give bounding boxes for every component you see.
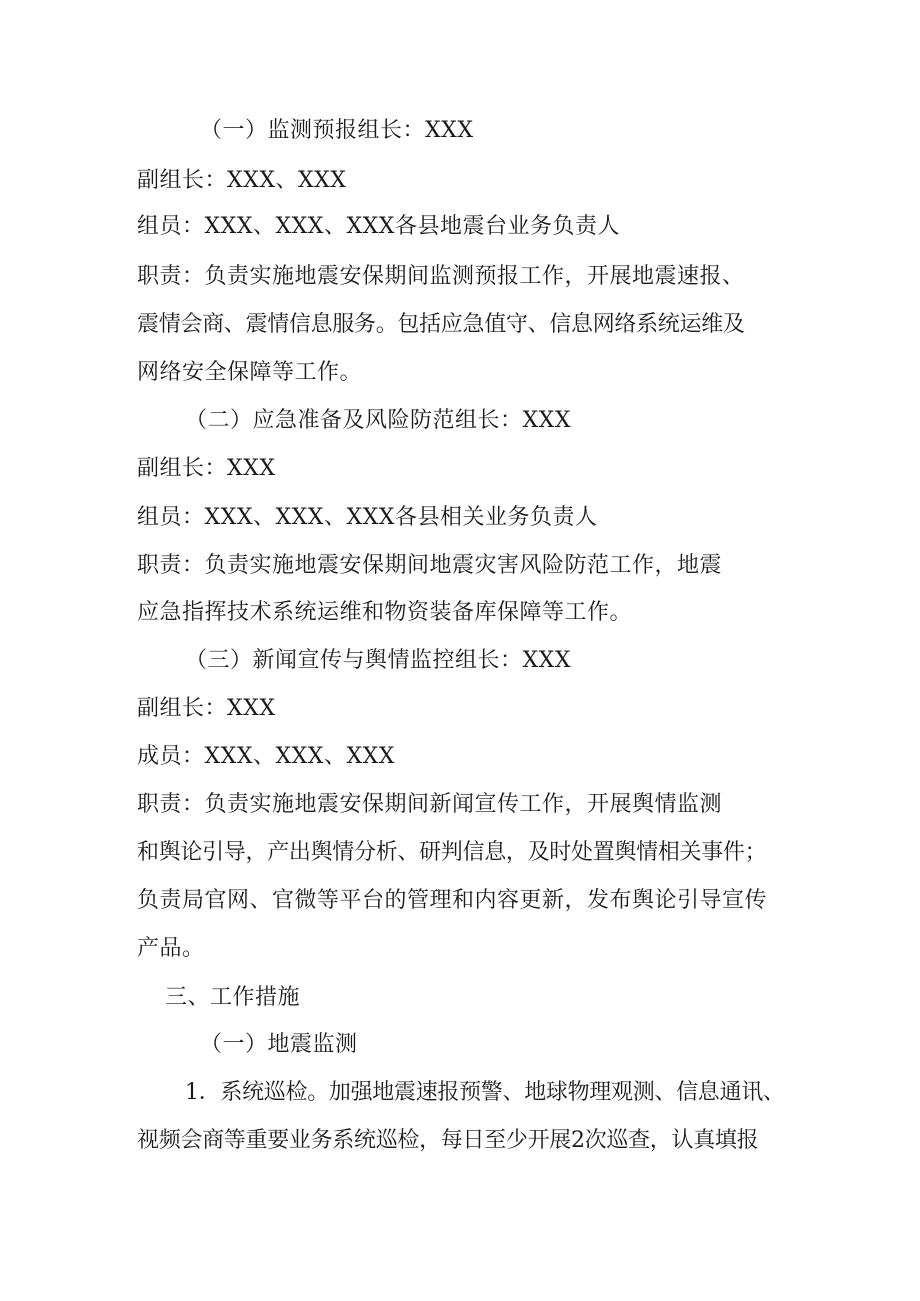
subsection-heading-earthquake-monitoring: （一）地震监测 [200,1032,358,1057]
duty-paragraph-line: 网络安全保障等工作。 [137,360,363,385]
duty-paragraph-line: 应急指挥技术系统运维和物资装备库保障等工作。 [137,600,633,625]
members-line: 成员：XXX、XXX、XXX [137,744,395,769]
deputy-leader-line: 副组长：XXX [137,696,276,721]
duty-paragraph-line: 负责局官网、官微等平台的管理和内容更新，发布舆论引导宣传 [137,888,768,913]
section-heading-emergency-group: （二）应急准备及风险防范组长：XXX [185,408,571,433]
duty-paragraph-line: 职责：负责实施地震安保期间新闻宣传工作，开展舆情监测 [137,792,723,817]
deputy-leader-line: 副组长：XXX [137,456,276,481]
members-line: 组员：XXX、XXX、XXX各县相关业务负责人 [137,505,598,530]
deputy-leader-line: 副组长：XXX、XXX [137,168,347,193]
section-heading-monitoring-group: （一）监测预报组长：XXX [200,118,474,143]
duty-paragraph-line: 和舆论引导，产出舆情分析、研判信息，及时处置舆情相关事件； [137,840,767,865]
duty-paragraph-line: 产品。 [137,936,205,961]
duty-paragraph-line: 职责：负责实施地震安保期间监测预报工作，开展地震速报、 [137,264,745,289]
chapter-heading-work-measures: 三、工作措施 [165,985,301,1010]
duty-paragraph-line: 职责：负责实施地震安保期间地震灾害风险防范工作，地震 [137,553,723,578]
section-heading-news-group: （三）新闻宣传与舆情监控组长：XXX [185,648,571,673]
item-paragraph-line: 1．系统巡检。加强地震速报预警、地球物理观测、信息通讯、 [185,1080,785,1105]
item-paragraph-line: 视频会商等重要业务系统巡检，每日至少开展2次巡查，认真填报 [137,1128,759,1153]
members-line: 组员：XXX、XXX、XXX各县地震台业务负责人 [137,214,620,239]
duty-paragraph-line: 震情会商、震情信息服务。包括应急值守、信息网络系统运维及 [137,312,745,337]
